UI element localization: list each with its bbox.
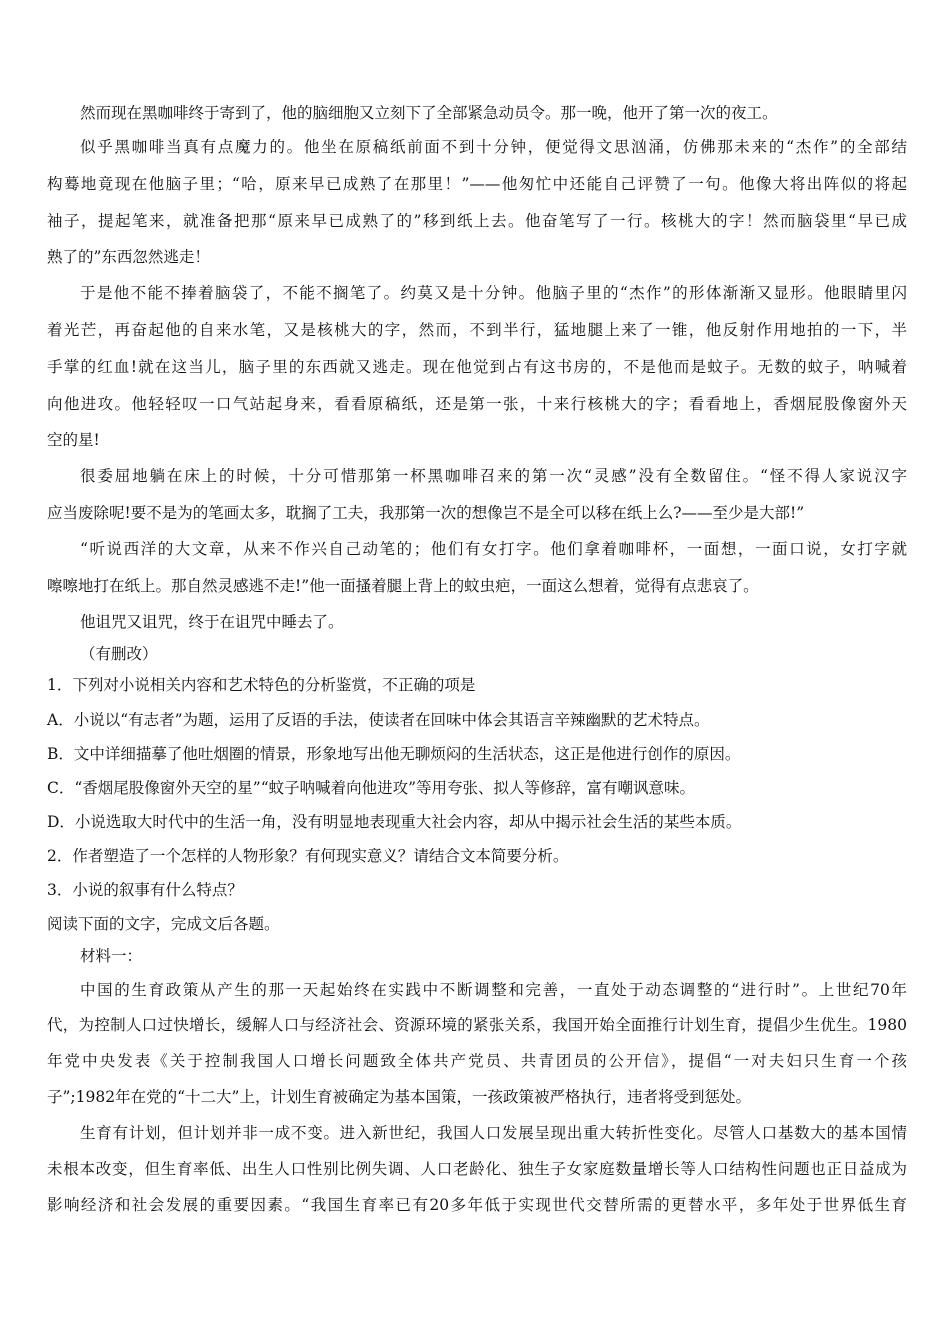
reading-instruction: 阅读下面的文字，完成文后各题。 — [47, 915, 280, 933]
story-paragraph-5-line: 嚓嚓地打在纸上。那自然灵感逃不走!”他一面搔着腿上背上的蚊虫疤，一面这么想着，觉得有点悲哀了。 — [47, 577, 759, 595]
source-note: （有删改） — [80, 645, 158, 663]
material-1-paragraph-1-line: 中国的生育政策从产生的那一天起始终在实践中不断调整和完善，一直处于动态调整的“进行时”。上世纪70年 — [80, 981, 907, 999]
story-paragraph-5-line: “听说西洋的大文章，从来不作兴自己动笔的；他们有女打字。他们拿着咖啡杯，一面想，一面口说，女打字就 — [80, 540, 907, 558]
material-1-paragraph-2-line: 生育有计划，但计划并非一成不变。进入新世纪，我国人口发展呈现出重大转折性变化。尽管人口基数大的基本国情 — [80, 1124, 907, 1142]
material-label: 材料一： — [80, 947, 143, 965]
material-1-paragraph-2-line: 未根本改变，但生育率低、出生人口性别比例失调、人口老龄化、独生子女家庭数量增长等人口结构性问题也正日益成为 — [47, 1160, 907, 1178]
question-2: 2．作者塑造了一个怎样的人物形象？有何现实意义？请结合文本简要分析。 — [47, 847, 569, 865]
question-1-option-d: D．小说选取大时代中的生活一角，没有明显地表现重大社会内容，却从中揭示社会生活的某些本质。 — [47, 813, 742, 831]
question-1-option-a: A．小说以“有志者”为题，运用了反语的手法，使读者在回味中体会其语言辛辣幽默的艺术特点。 — [47, 711, 710, 729]
story-paragraph-2-line: 似乎黑咖啡当真有点魔力的。他坐在原稿纸前面不到十分钟，便觉得文思汹涌，仿佛那未来的“杰作”的全部结 — [80, 138, 907, 156]
story-paragraph-3-line: 向他进攻。他轻轻叹一口气站起身来，看看原稿纸，还是第一张，十来行核桃大的字；看看地上，香烟屁股像窗外天 — [47, 395, 907, 413]
story-paragraph-3-line: 着光芒，再奋起他的自来水笔，又是核桃大的字，然而，不到半行，猛地腿上来了一锥，他反射作用地拍的一下，半 — [47, 321, 907, 339]
story-paragraph-3-line: 手掌的红血!就在这当儿，脑子里的东西就又逃走。现在他觉到占有这书房的，不是他而是蚊子。无数的蚊子，呐喊着 — [47, 358, 907, 376]
material-1-paragraph-1-line: 子”;1982年在党的“十二大”上，计划生育被确定为基本国策，一孩政策被严格执行，违者将受到惩处。 — [47, 1088, 751, 1106]
material-1-paragraph-1-line: 代，为控制人口过快增长，缓解人口与经济社会、资源环境的紧张关系，我国开始全面推行计划生育，提倡少生优生。1980 — [47, 1016, 907, 1034]
story-paragraph-4-line: 应当废除呢!要不是为的笔画太多，耽搁了工夫，我那第一次的想像岂不是全可以移在纸上么?——至少是大部!” — [47, 504, 805, 522]
story-paragraph-3-line: 于是他不能不捧着脑袋了，不能不搁笔了。约莫又是十分钟。他脑子里的“杰作”的形体渐渐又显形。他眼睛里闪 — [80, 284, 907, 302]
story-paragraph-3-line: 空的星! — [47, 431, 100, 449]
story-paragraph-1-line: 然而现在黑咖啡终于寄到了，他的脑细胞又立刻下了全部紧急动员令。那一晚，他开了第一次的夜工。 — [80, 104, 778, 122]
story-paragraph-2-line: 熟了的”东西忽然逃走！ — [47, 248, 210, 266]
question-1-option-b: B．文中详细描摹了他吐烟圈的情景，形象地写出他无聊烦闷的生活状态，这正是他进行创作的原因。 — [47, 745, 741, 763]
material-1-paragraph-1-line: 年党中央发表《关于控制我国人口增长问题致全体共产党员、共青团员的公开信》，提倡“一对夫妇只生育一个孩 — [47, 1052, 907, 1070]
question-1-stem: 1．下列对小说相关内容和艺术特色的分析鉴赏，不正确的项是 — [47, 676, 476, 694]
story-paragraph-6-line: 他诅咒又诅咒，终于在诅咒中睡去了。 — [80, 613, 344, 631]
question-1-option-c: C．“香烟尾股像窗外天空的星”“蚊子呐喊着向他进攻”等用夸张、拟人等修辞，富有嘲讽意味。 — [47, 779, 696, 797]
story-paragraph-2-line: 构蓦地竟现在他脑子里；“哈，原来早已成熟了在那里！”——他匆忙中还能自己评赞了一句。他像大将出阵似的将起 — [47, 175, 907, 193]
story-paragraph-4-line: 很委屈地躺在床上的时候，十分可惜那第一杯黑咖啡召来的第一次“灵感”没有全数留住。“怪不得人家说汉字 — [80, 467, 907, 485]
question-3: 3．小说的叙事有什么特点？ — [47, 881, 243, 899]
story-paragraph-2-line: 袖子，提起笔来，就准备把那“原来早已成熟了的”移到纸上去。他奋笔写了一行。核桃大的字！然而脑袋里“早已成 — [47, 212, 907, 230]
material-1-paragraph-2-line: 影响经济和社会发展的重要因素。“我国生育率已有20多年低于实现世代交替所需的更替水平，多年处于世界低生育 — [47, 1196, 907, 1214]
